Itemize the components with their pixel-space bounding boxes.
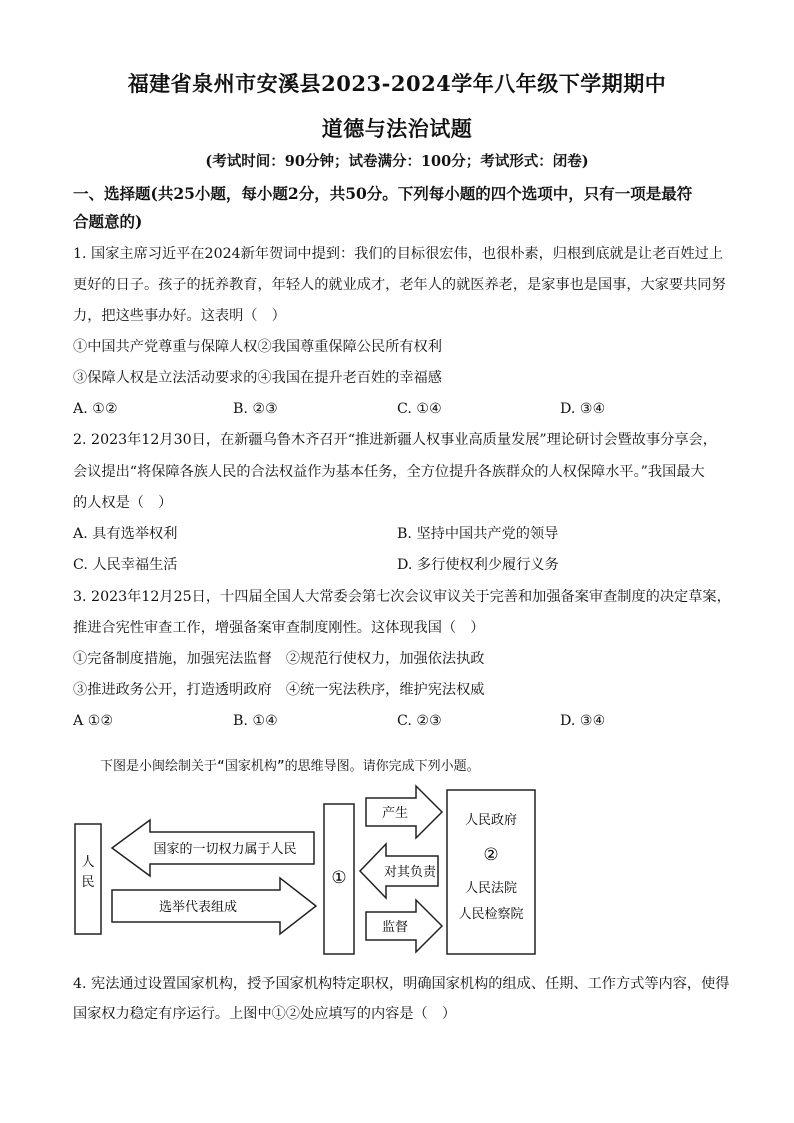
q3-option-b: B. ①④ xyxy=(233,713,278,729)
q2-option-d: D. 多行使权利少履行义务 xyxy=(397,557,559,573)
q3-option-c: C. ②③ xyxy=(397,713,442,729)
q3-option-a: A ①② xyxy=(73,713,114,729)
org-court: 人民法院 xyxy=(464,881,518,896)
q1-line3: 力，把这些事办好。这表明（ ） xyxy=(73,308,286,324)
org-placeholder-2: ② xyxy=(483,845,499,865)
q4-line2: 国家权力稳定有序运行。上图中①②处应填写的内容是（ ） xyxy=(73,1006,457,1022)
exam-subject: 道德与法治试题 xyxy=(321,116,473,141)
q3-option-d: D. ③④ xyxy=(560,713,606,729)
q3-item2: ③推进政务公开，打造透明政府 ④统一宪法秩序，维护宪法权威 xyxy=(73,682,485,698)
q3-item1: ①完备制度措施，加强宪法监督 ②规范行使权力，加强依法执政 xyxy=(73,651,485,667)
org-procuratorate: 人民检察院 xyxy=(458,907,524,922)
arrow-power-belongs-label: 国家的一切权力属于人民 xyxy=(153,842,297,857)
q2-line3: 的人权是（ ） xyxy=(73,495,173,511)
arrow-responsible-label: 对其负责 xyxy=(383,865,437,880)
arrow-elect-label: 选举代表组成 xyxy=(158,900,238,915)
q1-item1: ①中国共产党尊重与保障人权②我国尊重保障公民所有权利 xyxy=(73,339,442,355)
q1-option-b: B. ②③ xyxy=(233,401,278,417)
section-heading: 一、选择题(共25小题，每小题2分，共50分。下列每小题的四个选项中，只有一项是最符 xyxy=(73,184,693,203)
q2-line2: 会议提出“将保障各族人民的合法权益作为基本任务，全方位提升各族群众的人权保障水平。”我国最大 xyxy=(73,464,705,480)
q3-line2: 推进合宪性审查工作，增强备案审查制度刚性。这体现我国（ ） xyxy=(73,620,485,636)
org-government: 人民政府 xyxy=(464,813,518,828)
diagram-intro: 下图是小闽绘制关于“国家机构”的思维导图。请你完成下列小题。 xyxy=(100,759,480,774)
center-label: ① xyxy=(331,868,347,888)
arrow-supervise-label: 监督 xyxy=(381,920,409,935)
arrow-produce-label: 产生 xyxy=(381,806,409,821)
exam-info: (考试时间：90分钟；试卷满分：100分；考试形式：闭卷) xyxy=(205,153,589,170)
q3-line1: 3. 2023年12月25日，十四届全国人大常委会第七次会议审议关于完善和加强备案审查制度的决定草案， xyxy=(73,589,731,605)
q1-option-d: D. ③④ xyxy=(560,401,606,417)
q4-line1: 4. 宪法通过设置国家机构，授予国家机构特定职权，明确国家机构的组成、任期、工作方式等内容，使得 xyxy=(73,976,730,992)
q2-option-a: A. 具有选举权利 xyxy=(73,526,178,542)
people-label: 人民 xyxy=(81,855,95,890)
q1-option-a: A. ①② xyxy=(73,401,118,417)
q1-option-c: C. ①④ xyxy=(397,401,442,417)
state-organs-mindmap xyxy=(70,782,630,957)
exam-title: 福建省泉州市安溪县2023-2024学年八年级下学期期中 xyxy=(127,71,667,96)
section-heading-cont: 合题意的) xyxy=(73,212,143,231)
q1-line2: 更好的日子。孩子的抚养教育，年轻人的就业成才，老年人的就医养老，是家事也是国事，大家要共同努 xyxy=(73,277,726,293)
q1-line1: 1. 国家主席习近平在2024新年贺词中提到：我们的目标很宏伟，也很朴素，归根到底就是让老百姓过上 xyxy=(73,246,724,262)
q2-line1: 2. 2023年12月30日，在新疆乌鲁木齐召开“推进新疆人权事业高质量发展”理论研讨会暨故事分享会， xyxy=(73,432,717,448)
q2-option-b: B. 坚持中国共产党的领导 xyxy=(397,526,559,542)
q1-item2: ③保障人权是立法活动要求的④我国在提升老百姓的幸福感 xyxy=(73,370,442,386)
q2-option-c: C. 人民幸福生活 xyxy=(73,557,178,573)
